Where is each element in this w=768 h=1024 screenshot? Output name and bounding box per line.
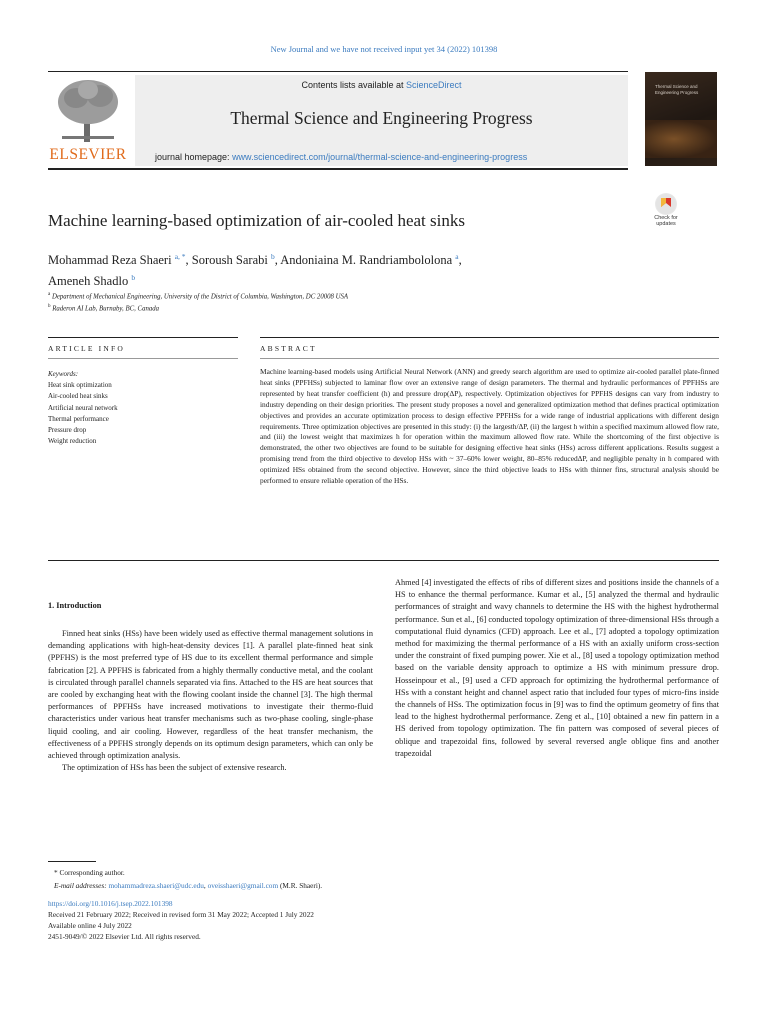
journal-masthead (135, 75, 628, 166)
keyword-item: Artificial neural network (48, 403, 118, 412)
doi-link[interactable]: https://doi.org/10.1016/j.tsep.2022.101398 (48, 899, 173, 908)
author-name[interactable]: Andoniaina M. Randriambololona (280, 253, 453, 268)
author-name[interactable]: Soroush Sarabi (191, 253, 268, 268)
publication-info (48, 898, 314, 942)
header-top-rule (48, 71, 628, 72)
keyword-item: Heat sink optimization (48, 381, 112, 390)
journal-title: Thermal Science and Engineering Progress (230, 108, 533, 128)
paragraph: Finned heat sinks (HSs) have been widely used as effective thermal management solutions in demanding applications with high-heat-density devices [1]. A parallel plate-finned heat sink (PPFHS) is the most preferred type of HS due to its excellent thermal performance and simple fabrication [2]. A PPFHS is fabricated from a highly thermally conductive metal, and the coolant is circulated through parallel channels separated via fins. Attached to the HS are heat sources that are cooled by exchanging heat with the flowing coolant inside the channel [3]. The high thermal performances of PPFHSs have increased motivations to investigate their thermo-fluid characteristics under various heat transfer mechanisms such as two-phase cooling, single-phase liquid cooling, and air cooling. However, regardless of the heat transfer mechanism, the effectiveness of a PPFHS strongly depends on its optimum design parameters, which can only be achieved through optimization analysis. (48, 629, 373, 761)
article-title: Machine learning-based optimization of air-cooled heat sinks (48, 211, 465, 230)
contents-prefix: Contents lists available at (301, 80, 407, 90)
affiliations (48, 290, 348, 315)
body-column-right (395, 577, 719, 760)
received-dates: Received 21 February 2022; Received in revised form 31 May 2022; Accepted 1 July 2022 (48, 910, 314, 919)
author-affil-mark[interactable]: b (131, 273, 136, 283)
sciencedirect-link[interactable]: ScienceDirect (406, 80, 462, 90)
affiliation-item (48, 302, 348, 314)
keywords-label: Keywords: (48, 370, 79, 378)
email-link[interactable]: oveisshaeri@gmail.com (207, 881, 279, 890)
email-link[interactable]: mohammadreza.shaeri@udc.edu (108, 881, 204, 890)
paragraph: Ahmed [4] investigated the effects of ribs of different sizes and positions inside the channels of a HS to enhance the thermal performance. Kumar et al., [5] analyzed the thermal and hydraulic performances of straight and wavy channels to determine the HS with the highest hydrothermal performance. Sun et al., [6] conducted topology optimization of three-dimensional HSs through a computational fluid dynamics (CFD) approach. Lee et al., [7] adopted a topology optimization method for maximizing the thermal performance of a HS with an axially uniform cross-section under the constraint of fixed pumping power. Xie et al., [8] used a topology optimization method based on the variable density approach to optimize a HS with minimum pressure drop. Hosseinpour et al., [9] used a CFD approach for optimizing the hydrothermal performance of HSs with a constant height and channel aspect ratio that included four types of micro-fins inside the channels of HSs. The optimization focus in [9] was to find the optimum geometry of fins that lead to the highest hydrothermal performance. Zeng et al., [10] obtained a new fin pattern in a HS derived from topology optimization. The fin pattern was composed of several pieces of oblique and trapezoidal fins, followed by several reversed angle oblique fins and another trapezoidal (395, 578, 719, 758)
journal-homepage-link[interactable]: www.sciencedirect.com/journal/thermal-science-and-engineering-progress (232, 152, 528, 162)
keyword-item: Weight reduction (48, 437, 97, 446)
abstract-end-rule (48, 560, 719, 561)
copyright: 2451-9049/© 2022 Elsevier Ltd. All rights reserved. (48, 932, 201, 941)
section-heading-introduction: 1. Introduction (48, 601, 102, 610)
paragraph: The optimization of HSs has been the subject of extensive research. (62, 763, 287, 773)
keyword-item: Pressure drop (48, 426, 87, 435)
affiliation-text: Raderon AI Lab, Burnaby, BC, Canada (52, 305, 160, 313)
crossmark-label: Check for updates (654, 215, 678, 227)
elsevier-logo[interactable] (48, 76, 128, 164)
affiliation-text: Department of Mechanical Engineering, University of the District of Columbia, Washington, DC 20008 USA (51, 293, 349, 301)
affiliation-mark: b (48, 304, 51, 310)
abstract-heading: ABSTRACT (260, 344, 317, 353)
email-line: E-mail addresses: mohammadreza.shaeri@udc.edu, oveisshaeri@gmail.com (M.R. Shaeri). (54, 881, 323, 890)
journal-reference[interactable]: New Journal and we have not received input yet 34 (2022) 101398 (270, 44, 498, 54)
article-info-rule (48, 337, 238, 338)
corresponding-author-note: * Corresponding author. (54, 868, 125, 877)
abstract-subrule (260, 358, 719, 359)
abstract-text: Machine learning-based models using Artificial Neural Network (ANN) and greedy search algorithm are used to optimize air-cooled parallel plate-finned heat sinks (PPFHSs) subjected to laminar flow over an extensive range of design parameters. The thermal and hydraulic performances of PPFHSs are represented by heat transfer coefficient (h) and pressure drop(ΔP), respectively. Optimization objectives for PPFHS designs can vary from industry to industry depending on their design priorities. The present study proposes a novel and generalized optimization method that defines practical optimization objectives and provides an accurate optimization process to design effective PPFHSs for a wide range of industrial applications with different design requirements. Three optimization objectives are presented in this study: (i) the largesth/ΔP, (ii) the largest h within a specified maximum allowed flow rate, and (iii) the lowest weight that maximizes h for operation within the maximum allowed flow rate. While the shortcoming of the first objective is demonstrated, the other two objectives are found to be suitable for designing effective heat sinks (HSs) across different applications. Results suggest a promising trend from the third objective to develop HSs with ~ 37–60% lower weight, 80–85% reducedΔP, and negligible penalty in h compared with optimized HSs obtained from the second objective. However, since the third objective leads to HSs with thinner fins, structural analysis should be performed to ensure reliable operation of the HSs. (260, 367, 719, 486)
author-name[interactable]: Ameneh Shadlo (48, 274, 129, 289)
keyword-item: Air-cooled heat sinks (48, 392, 108, 401)
crossmark-button[interactable] (648, 193, 684, 229)
affiliation-item (48, 290, 348, 302)
author-list: Mohammad Reza Shaeri $^{a, *}$, Soroush Sarabi $^b$, Andoniaina M. Randriambololona $^a$, Ameneh Shadlo $^b$ (48, 252, 462, 289)
footnote-rule (48, 861, 96, 862)
elsevier-tree-icon (54, 76, 122, 144)
author-affil-mark[interactable]: a, * (174, 252, 186, 261)
article-info-subrule (48, 358, 238, 359)
email-suffix: (M.R. Shaeri). (279, 881, 323, 890)
header-bottom-rule (48, 168, 628, 170)
affiliation-mark: a (48, 292, 51, 297)
author-affil-mark[interactable]: a (455, 252, 459, 261)
publisher-wordmark: ELSEVIER (49, 146, 127, 163)
crossmark-icon (655, 193, 677, 215)
available-online: Available online 4 July 2022 (48, 921, 132, 930)
homepage-prefix: journal homepage: (155, 152, 233, 162)
footnotes (54, 866, 322, 892)
article-info-heading: ARTICLE INFO (48, 344, 125, 353)
contents-line (135, 80, 628, 90)
keywords-block (48, 369, 118, 447)
keyword-item: Thermal performance (48, 414, 109, 423)
author-name[interactable]: Mohammad Reza Shaeri (48, 253, 172, 268)
journal-cover-image[interactable] (645, 72, 717, 166)
email-label: E-mail addresses: (54, 881, 107, 890)
cover-title: Thermal Science and Engineering Progress (655, 84, 699, 95)
homepage-line (155, 152, 527, 162)
abstract-rule (260, 337, 719, 338)
author-affil-mark[interactable]: b (270, 252, 275, 261)
cover-art (645, 120, 717, 158)
